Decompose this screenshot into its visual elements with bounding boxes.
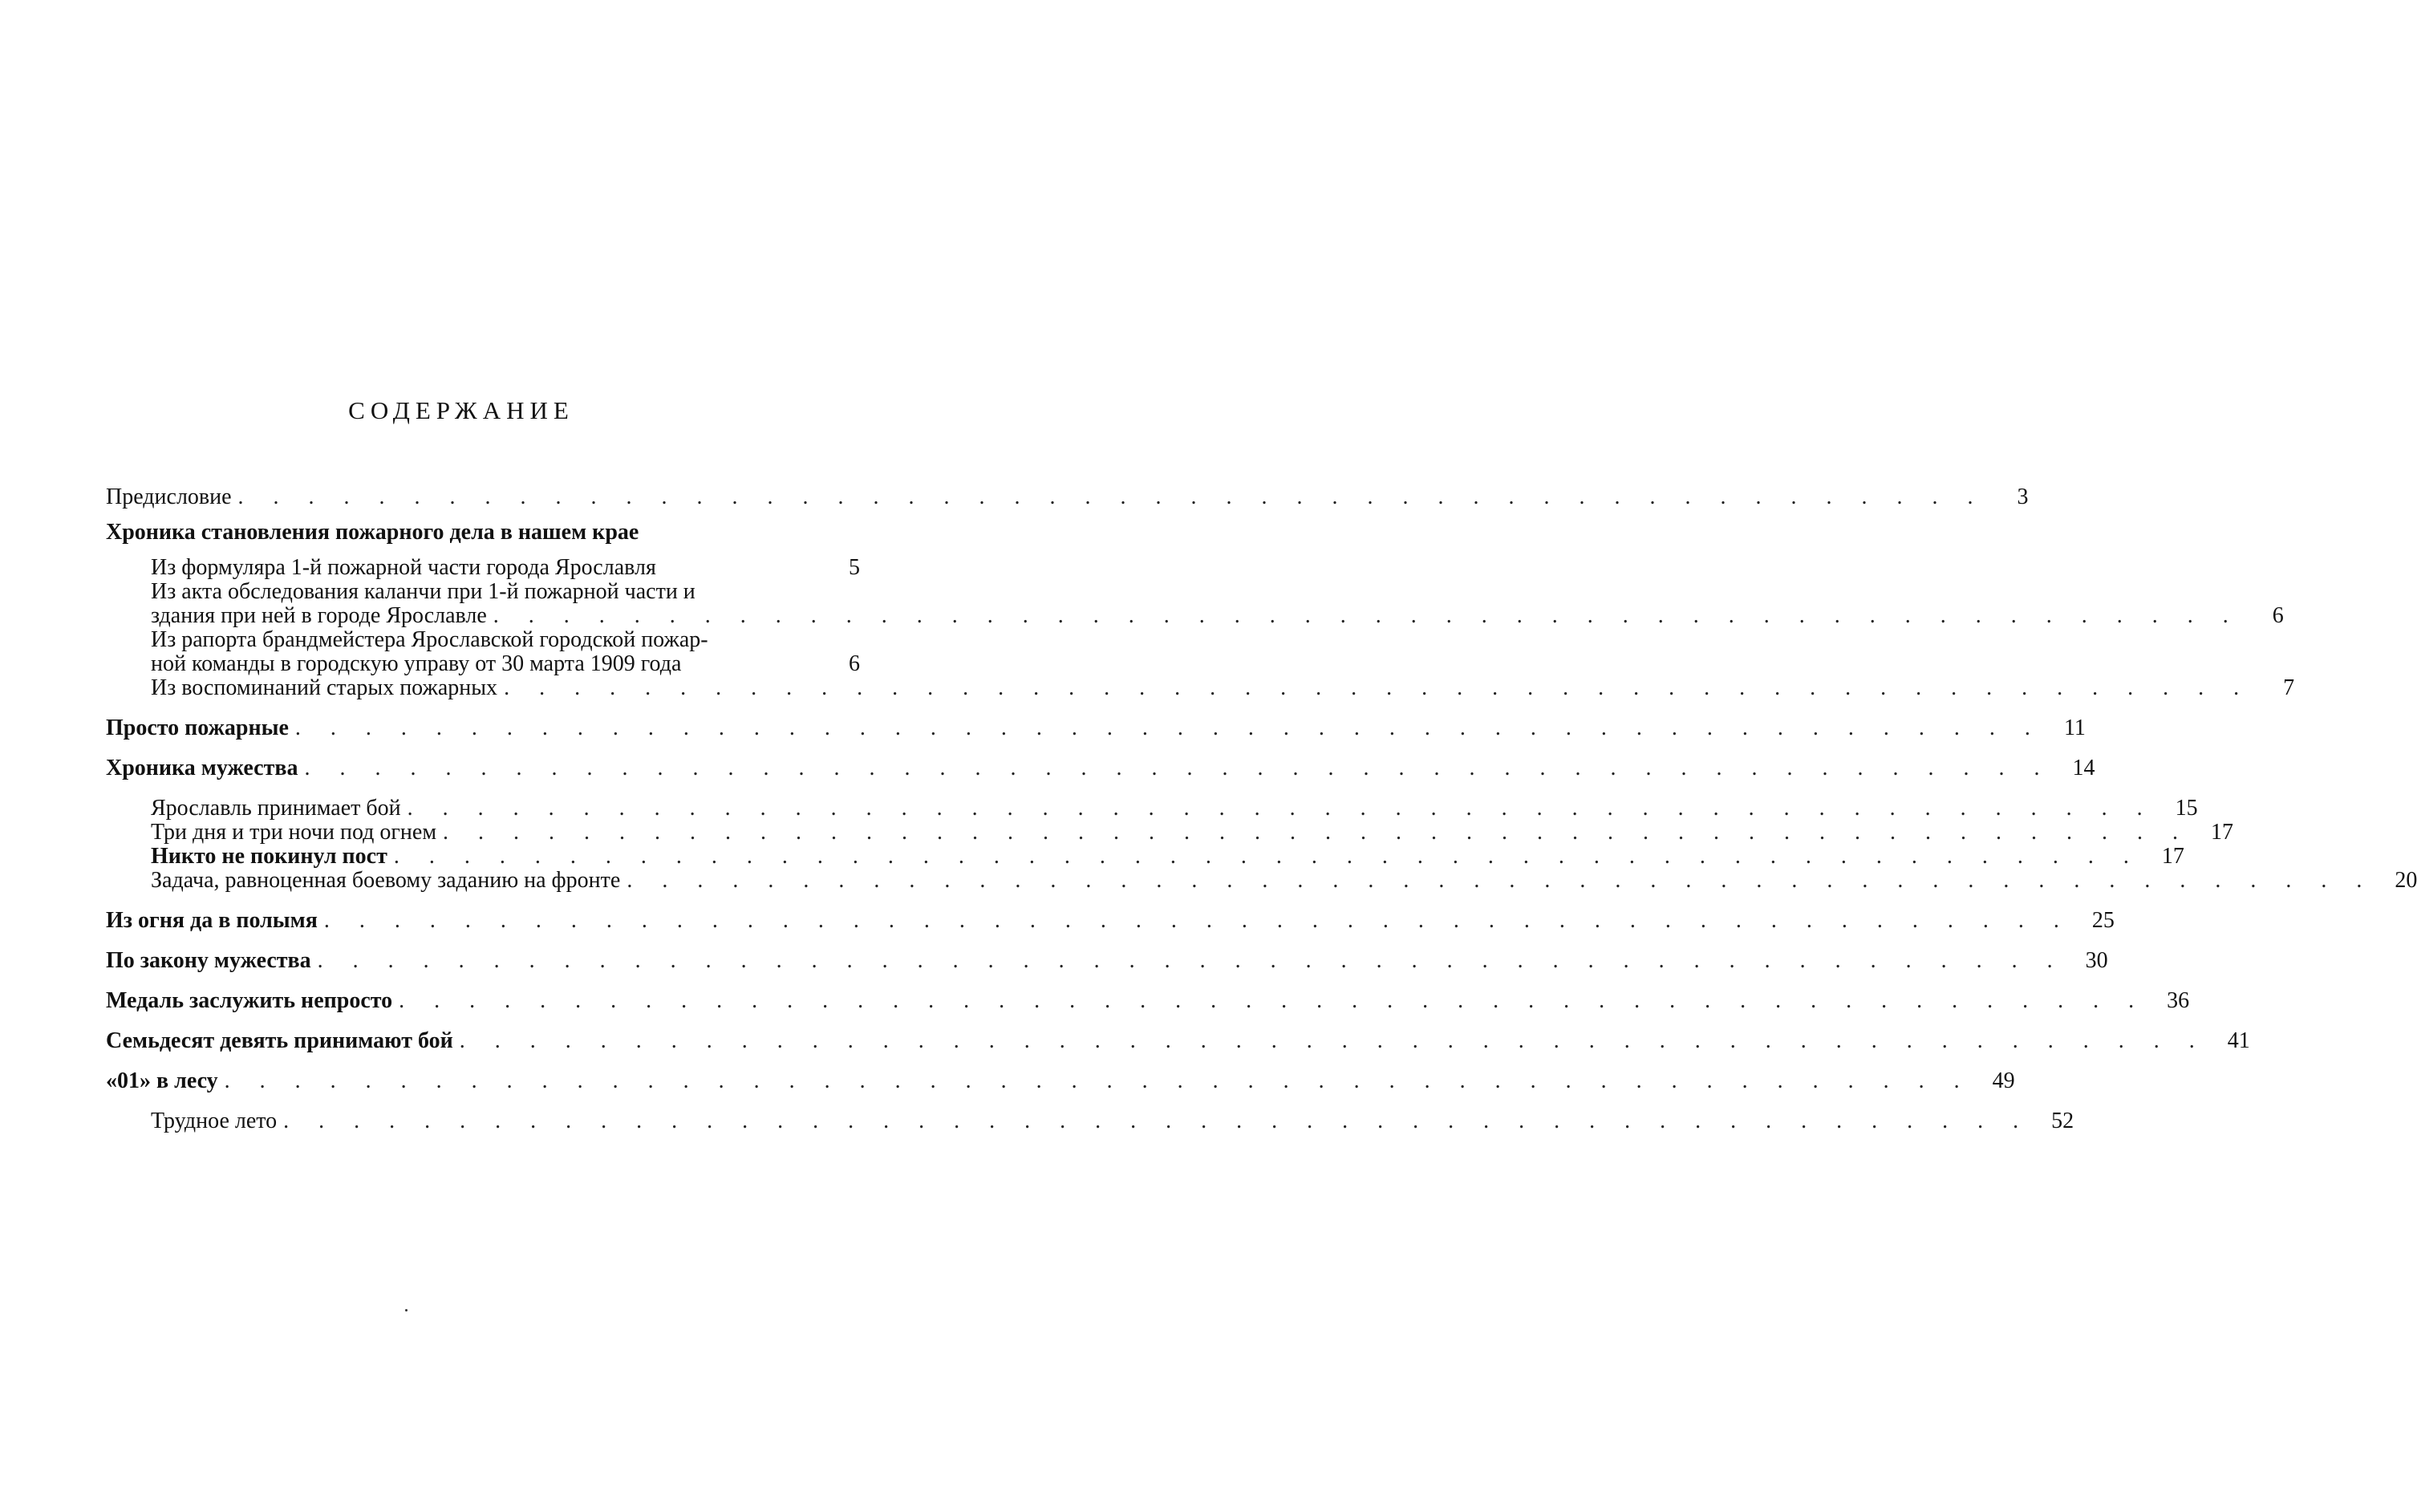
- toc-page-number: 6: [2272, 603, 2284, 628]
- toc-page-number: 14: [2072, 756, 2095, 780]
- toc-page-number: 15: [2175, 796, 2198, 821]
- toc-entry-title: Хроника мужества: [106, 756, 298, 780]
- toc-page-number: 17: [2211, 820, 2234, 845]
- toc-page-number: 7: [2283, 675, 2295, 700]
- toc-entry: [106, 868, 2417, 893]
- toc-entry-title: Три дня и три ночи под огнем: [151, 820, 437, 845]
- toc-entry: [106, 844, 2184, 869]
- toc-leader-dots: . . . . . . . . . . . . . . . . . . . . . . . . . . . . . . . . . . . . . . . . . . . . . . . . . .: [399, 988, 2147, 1013]
- toc-entry-title: здания при ней в городе Ярославле: [151, 603, 487, 628]
- toc-entry-title: По закону мужества: [106, 948, 311, 973]
- toc-page-number: 25: [2091, 908, 2115, 933]
- toc-entry-line: Из рапорта брандмейстера Ярославской городской пожар-: [151, 627, 708, 652]
- toc-entry-preface: [106, 484, 2029, 509]
- toc-section-heading: Хроника становления пожарного дела в нашем крае: [106, 520, 639, 545]
- toc-leader-dots: . . . . . . . . . . . . . . . . . . . . . . . . . . . . . . . . . . . . . . . . . . . . . . . . . .: [459, 1028, 2207, 1053]
- toc-entry-title: Просто пожарные: [106, 715, 289, 740]
- toc-entry: [106, 675, 2295, 700]
- toc-page-number: 30: [2085, 948, 2108, 973]
- toc-entry: [106, 556, 860, 580]
- toc-leader-dots: . . . . . . . . . . . . . . . . . . . . . . . . . . . . . . . . . . . . . . . . . . . . . . . . . .: [393, 844, 2141, 869]
- toc-entry: [106, 1068, 2015, 1093]
- toc-page-number: 6: [849, 651, 860, 676]
- toc-page-number: 52: [2051, 1109, 2074, 1133]
- toc-page-number: 11: [2063, 715, 2086, 740]
- toc-entry: [106, 603, 2284, 628]
- toc-entry-title: Семьдесят девять принимают бой: [106, 1028, 453, 1053]
- table-of-contents: [106, 484, 2417, 1133]
- toc-entry-title: Никто не покинул пост: [151, 844, 387, 869]
- toc-leader-dots: . . . . . . . . . . . . . . . . . . . . . . . . . . . . . . . . . . . . . . . . . . . . . . . . . .: [294, 715, 2042, 740]
- toc-leader-dots: . . . . . . . . . . . . . . . . . . . . . . . . . . . . . . . . . . . . . . . . . . . . . . . . . .: [443, 820, 2191, 845]
- toc-leader-dots: . . . . . . . . . . . . . . . . . . . . . . . . . . . . . . . . . . . . . . . . . . . . . . . . . .: [283, 1109, 2031, 1133]
- toc-entry-title: Медаль заслужить непросто: [106, 988, 393, 1013]
- toc-leader-dots: . . . . . . . . . . . . . . . . . . . . . . . . . . . . . . . . . . . . . . . . . . . . . . . . . .: [323, 908, 2071, 933]
- toc-leader-dots: . . . . . . . . . . . . . . . . . . . . . . . . . . . . . . . . . . . . . . . . . . . . . . . . . .: [407, 796, 2155, 821]
- toc-entry: [106, 756, 2095, 780]
- toc-leader-dots: . . . . . . . . . . . . . . . . . . . . . . . . . . . . . . . . . . . . . . . . . . . . . . . . . .: [627, 868, 2374, 893]
- toc-entry-title: Трудное лето: [151, 1109, 278, 1133]
- toc-entry-title: Из формуляра 1-й пожарной части города Ярославля: [151, 555, 656, 580]
- toc-entry-title: Предисловие: [106, 484, 232, 509]
- toc-page-number: 5: [849, 555, 860, 580]
- toc-entry: [106, 652, 860, 676]
- toc-entry: [106, 796, 2198, 821]
- toc-entry: [106, 1028, 2250, 1053]
- toc-entry: [106, 820, 2234, 845]
- toc-leader-dots: . . . . . . . . . . . . . . . . . . . . . . . . . . . . . . . . . . . . . . . . . . . . . . . . . .: [224, 1068, 1972, 1093]
- toc-entry: [106, 908, 2115, 933]
- toc-entry: [106, 948, 2108, 973]
- toc-entry-title: «01» в лесу: [106, 1068, 218, 1093]
- toc-entry: [106, 1109, 2074, 1133]
- toc-leader-dots: . . . . . . . . . . . . . . . . . . . . . . . . . . . . . . . . . . . . . . . . . . . . . . . . . .: [317, 948, 2065, 973]
- toc-entry: [106, 715, 2086, 740]
- toc-page-number: 49: [1992, 1068, 2015, 1093]
- toc-leader-dots: . . . . . . . . . . . . . . . . . . . . . . . . . . . . . . . . . . . . . . . . . . . . . . . . . .: [493, 603, 2241, 628]
- toc-page-number: 3: [2017, 484, 2029, 509]
- toc-leader-dots: . . . . . . . . . . . . . . . . . . . . . . . . . . . . . . . . . . . . . . . . . . . . . . . . . .: [504, 675, 2252, 700]
- print-speck: [405, 1309, 408, 1311]
- toc-page-number: 41: [2227, 1028, 2250, 1053]
- toc-entry-line: Из акта обследования каланчи при 1-й пожарной части и: [151, 579, 695, 604]
- toc-page-number: 17: [2161, 844, 2184, 869]
- toc-entry-title: Из воспоминаний старых пожарных: [151, 675, 498, 700]
- page-title: СОДЕРЖАНИЕ: [348, 396, 574, 424]
- toc-leader-dots: . . . . . . . . . . . . . . . . . . . . . . . . . . . . . . . . . . . . . . . . . . . . . . . . . .: [237, 484, 1985, 509]
- toc-entry: [106, 988, 2190, 1013]
- toc-entry-title: Из огня да в полымя: [106, 908, 318, 933]
- toc-entry-title: Ярославль принимает бой: [151, 796, 401, 821]
- toc-page-number: 36: [2167, 988, 2190, 1013]
- toc-entry-title: ной команды в городскую управу от 30 марта 1909 года: [151, 651, 682, 676]
- toc-entry-title: Задача, равноценная боевому заданию на фронте: [151, 868, 621, 893]
- toc-leader-dots: . . . . . . . . . . . . . . . . . . . . . . . . . . . . . . . . . . . . . . . . . . . . . . . . . .: [304, 756, 2052, 780]
- toc-page-number: 20: [2395, 868, 2417, 893]
